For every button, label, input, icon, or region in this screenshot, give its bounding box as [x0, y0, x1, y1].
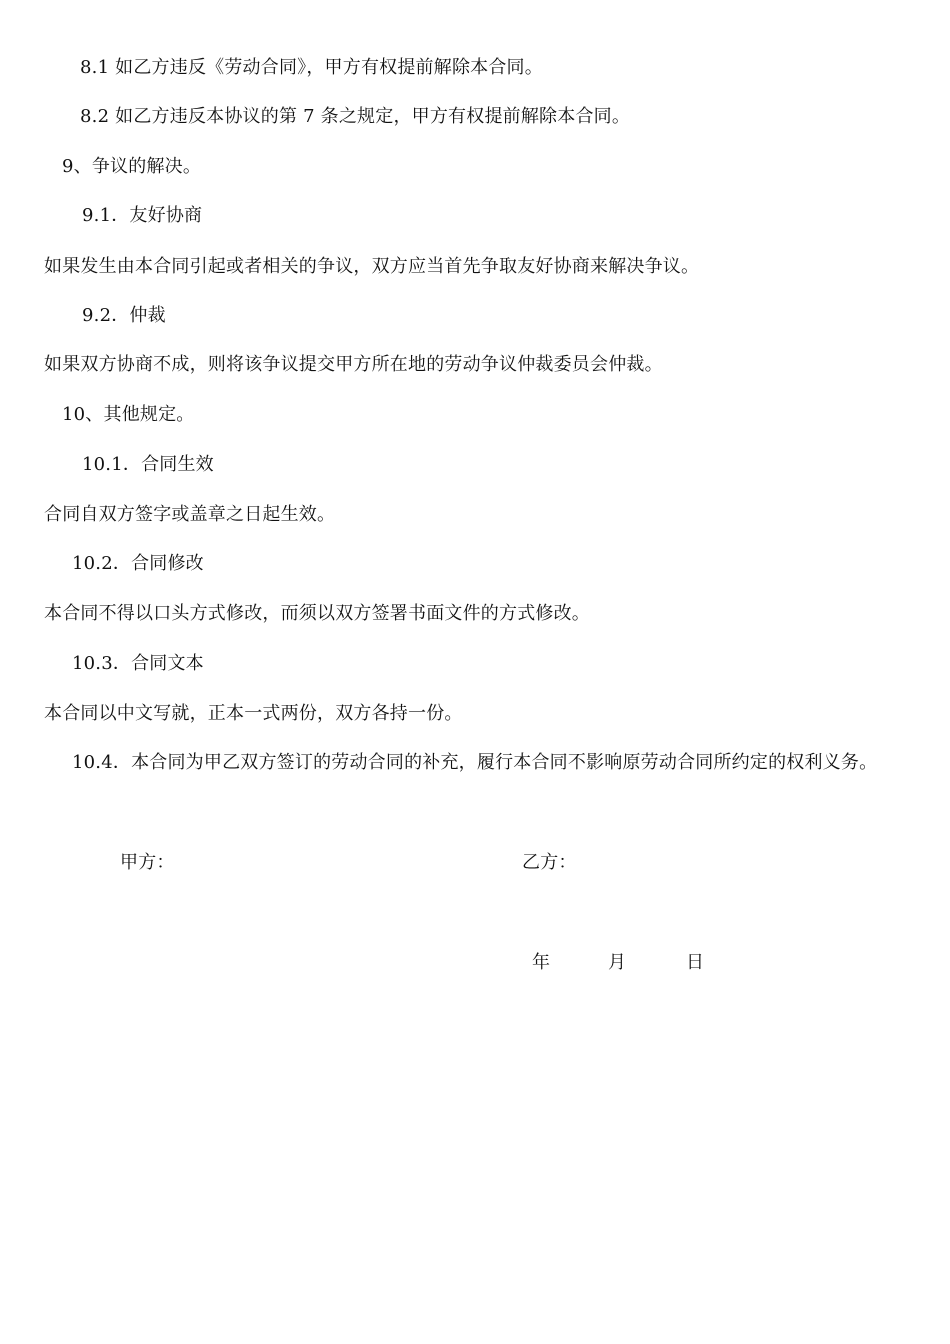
clause-10-4: 10.4．本合同为甲乙双方签订的劳动合同的补充，履行本合同不影响原劳动合同所约定的权利义务。: [72, 752, 878, 773]
section-9-heading: 9、争议的解决。: [62, 156, 202, 177]
clause-9-1-title: 9.1．友好协商: [82, 205, 203, 226]
date-month-label: 月: [608, 952, 627, 973]
party-b-signature-label: 乙方：: [522, 852, 577, 873]
clause-10-3-body: 本合同以中文写就，正本一式两份，双方各持一份。: [44, 703, 463, 724]
clause-8-2: 8.2 如乙方违反本协议的第 7 条之规定，甲方有权提前解除本合同。: [80, 106, 631, 127]
clause-10-2-body: 本合同不得以口头方式修改，而须以双方签署书面文件的方式修改。: [44, 603, 590, 624]
clause-9-2-body: 如果双方协商不成，则将该争议提交甲方所在地的劳动争议仲裁委员会仲裁。: [44, 354, 663, 375]
party-a-signature-label: 甲方：: [120, 852, 175, 873]
section-10-heading: 10、其他规定。: [62, 404, 195, 425]
clause-10-2-title: 10.2．合同修改: [72, 553, 204, 574]
date-day-label: 日: [686, 952, 705, 973]
clause-9-1-body: 如果发生由本合同引起或者相关的争议，双方应当首先争取友好协商来解决争议。: [44, 256, 700, 277]
date-year-label: 年: [532, 952, 551, 973]
clause-10-3-title: 10.3．合同文本: [72, 653, 204, 674]
clause-8-1: 8.1 如乙方违反《劳动合同》，甲方有权提前解除本合同。: [80, 57, 543, 78]
clause-10-1-body: 合同自双方签字或盖章之日起生效。: [44, 504, 336, 525]
clause-10-1-title: 10.1．合同生效: [82, 454, 214, 475]
clause-9-2-title: 9.2．仲裁: [82, 305, 166, 326]
